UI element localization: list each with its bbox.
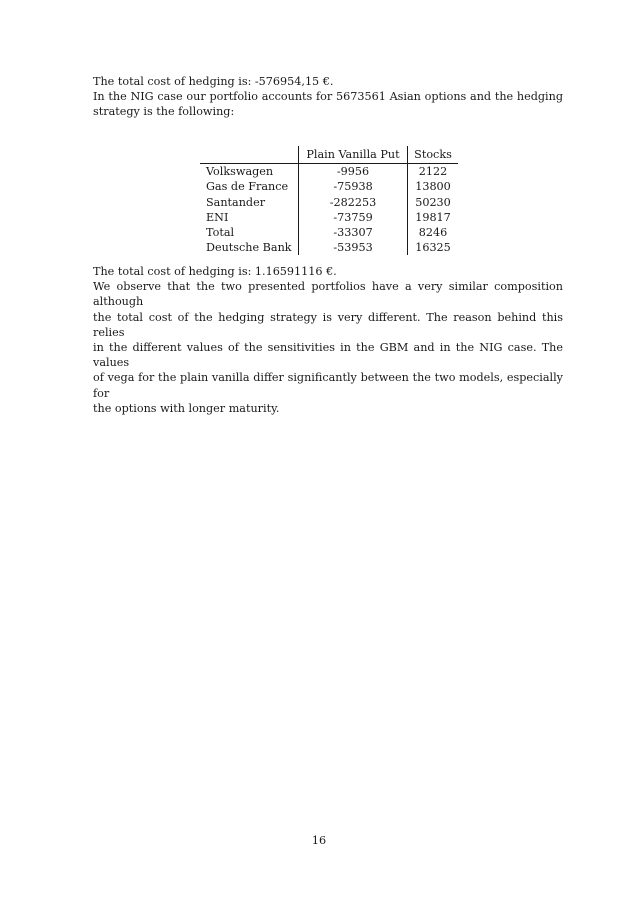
put-value-cell: -282253 [299, 195, 408, 210]
asset-name-cell: Total [206, 226, 235, 240]
text-line: strategy is the following: [93, 105, 235, 119]
text-line: We observe that the two presented portfolios have a very similar composition although [93, 280, 563, 309]
paragraph-hedging-cost-nig [93, 264, 563, 416]
asset-name-cell: ENI [206, 210, 229, 224]
table-row [200, 195, 458, 210]
table-row [200, 164, 458, 180]
text-line: the total cost of the hedging strategy is very different. The reason behind this relies [93, 310, 563, 339]
page-number: 16 [311, 834, 327, 847]
table-row [200, 179, 458, 194]
put-value-cell: -75938 [299, 179, 408, 194]
table-header-stocks: Stocks [408, 146, 459, 164]
stocks-value-cell: 50230 [408, 195, 459, 210]
text-line: The total cost of hedging is: 1.16591116 €. [93, 265, 337, 278]
text-line: in the different values of the sensitivities in the GBM and in the NIG case. The values [93, 341, 563, 370]
put-value-cell: -33307 [299, 225, 408, 240]
text-line: of vega for the plain vanilla differ significantly between the two models, especially for [93, 371, 563, 400]
stocks-value-cell: 2122 [408, 164, 459, 180]
put-value-cell: -53953 [299, 240, 408, 255]
table-header-row [200, 146, 458, 164]
asset-name-cell: Santander [206, 195, 266, 209]
asset-name-cell: Volkswagen [206, 165, 274, 179]
hedging-strategy-table [200, 146, 458, 255]
table-row [200, 225, 458, 240]
put-value-cell: -73759 [299, 210, 408, 225]
stocks-value-cell: 8246 [408, 225, 459, 240]
paragraph-hedging-cost-gbm [93, 74, 563, 120]
text-line: the options with longer maturity. [93, 401, 280, 415]
put-value-cell: -9956 [299, 164, 408, 180]
stocks-value-cell: 13800 [408, 179, 459, 194]
stocks-value-cell: 19817 [408, 210, 459, 225]
table-row [200, 240, 458, 255]
table-header-plain-vanilla-put: Plain Vanilla Put [299, 146, 408, 164]
stocks-value-cell: 16325 [408, 240, 459, 255]
text-line: The total cost of hedging is: -576954,15 €. [93, 75, 334, 88]
asset-name-cell: Deutsche Bank [206, 241, 292, 255]
text-line: In the NIG case our portfolio accounts for 5673561 Asian options and the hedging [93, 90, 563, 104]
asset-name-cell: Gas de France [206, 180, 289, 194]
table-header-empty [200, 146, 299, 164]
table-row [200, 210, 458, 225]
